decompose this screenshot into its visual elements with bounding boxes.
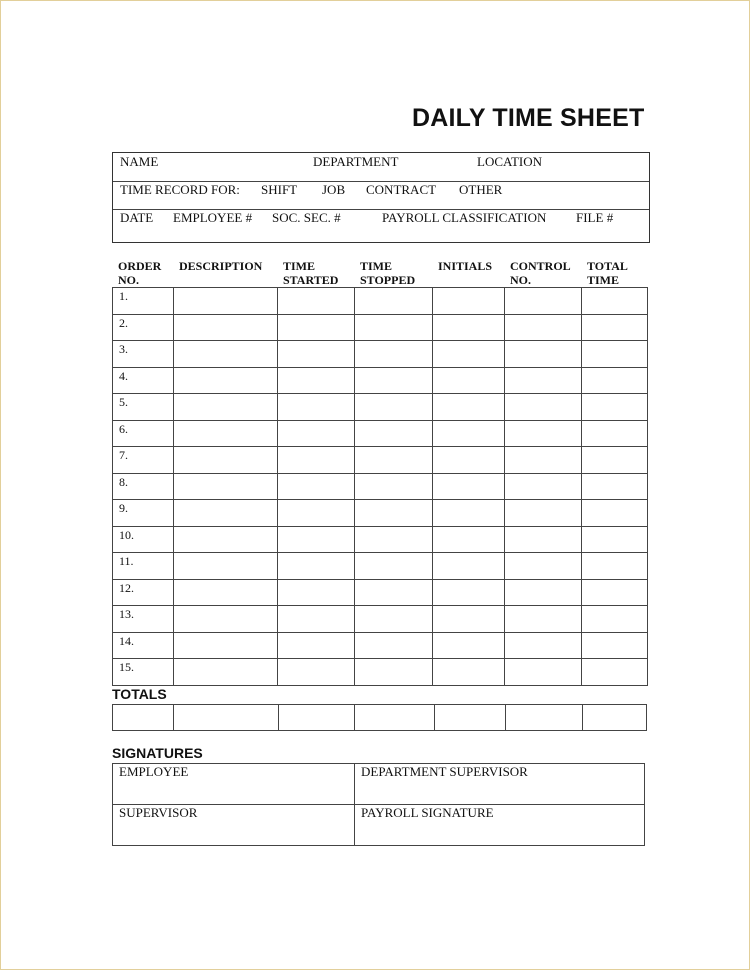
entry-cell[interactable] xyxy=(355,420,433,447)
row-number: 9. xyxy=(113,500,174,527)
entry-cell[interactable] xyxy=(355,341,433,368)
table-row xyxy=(113,579,648,606)
table-row xyxy=(113,367,648,394)
entry-cell[interactable] xyxy=(278,288,355,315)
entry-cell[interactable] xyxy=(278,420,355,447)
entry-cell[interactable] xyxy=(433,288,505,315)
entry-cell[interactable] xyxy=(174,553,278,580)
entry-cell[interactable] xyxy=(278,394,355,421)
entry-cell[interactable] xyxy=(582,394,648,421)
employee-number-label: EMPLOYEE # xyxy=(173,210,253,225)
table-row xyxy=(113,473,648,500)
table-row xyxy=(113,659,648,686)
signature-row xyxy=(113,764,645,805)
entry-cell[interactable] xyxy=(355,367,433,394)
entry-cell[interactable] xyxy=(505,367,582,394)
entry-cell[interactable] xyxy=(278,632,355,659)
entry-cell[interactable] xyxy=(505,579,582,606)
row-number: 11. xyxy=(113,553,174,580)
table-row xyxy=(113,526,648,553)
contract-label: CONTRACT xyxy=(366,182,437,197)
entry-cell[interactable] xyxy=(174,526,278,553)
info-row-date xyxy=(113,209,649,242)
entry-cell[interactable] xyxy=(433,447,505,474)
entry-cell[interactable] xyxy=(433,420,505,447)
entry-cell[interactable] xyxy=(174,606,278,633)
entry-cell[interactable] xyxy=(355,314,433,341)
entry-cell[interactable] xyxy=(278,553,355,580)
signature-row xyxy=(113,805,645,846)
entry-cell[interactable] xyxy=(278,659,355,686)
totals-cell[interactable] xyxy=(113,705,174,731)
entry-cell[interactable] xyxy=(174,579,278,606)
payroll-classification-label: PAYROLL CLASSIFICATION xyxy=(382,210,547,225)
entry-cell[interactable] xyxy=(505,473,582,500)
table-row xyxy=(113,394,648,421)
entry-cell[interactable] xyxy=(174,473,278,500)
entry-cell[interactable] xyxy=(278,473,355,500)
row-number: 13. xyxy=(113,606,174,633)
entry-cell[interactable] xyxy=(582,500,648,527)
entry-cell[interactable] xyxy=(355,473,433,500)
entry-cell[interactable] xyxy=(433,500,505,527)
other-label: OTHER xyxy=(459,182,503,197)
entry-cell[interactable] xyxy=(582,341,648,368)
employee-info-box xyxy=(112,152,650,243)
entry-cell[interactable] xyxy=(582,447,648,474)
totals-row xyxy=(113,705,647,731)
totals-cell[interactable] xyxy=(355,705,435,731)
signatures-heading: SIGNATURES xyxy=(112,745,203,761)
row-number: 10. xyxy=(113,526,174,553)
col-header-initials: INITIALS xyxy=(438,259,493,273)
table-row xyxy=(113,632,648,659)
entry-cell[interactable] xyxy=(355,606,433,633)
row-number: 12. xyxy=(113,579,174,606)
entry-cell[interactable] xyxy=(582,659,648,686)
totals-heading: TOTALS xyxy=(112,686,167,702)
row-number: 6. xyxy=(113,420,174,447)
entry-cell[interactable] xyxy=(433,314,505,341)
entry-cell[interactable] xyxy=(355,553,433,580)
table-row xyxy=(113,447,648,474)
entry-cell[interactable] xyxy=(278,579,355,606)
entry-cell[interactable] xyxy=(278,314,355,341)
entry-cell[interactable] xyxy=(278,526,355,553)
totals-cell[interactable] xyxy=(583,705,647,731)
entry-cell[interactable] xyxy=(433,473,505,500)
table-row xyxy=(113,341,648,368)
entry-cell[interactable] xyxy=(355,288,433,315)
entry-cell[interactable] xyxy=(433,553,505,580)
col-header-time-started: TIME STARTED xyxy=(283,259,339,287)
row-number: 1. xyxy=(113,288,174,315)
table-row xyxy=(113,314,648,341)
soc-sec-label: SOC. SEC. # xyxy=(272,210,341,225)
entry-cell[interactable] xyxy=(433,606,505,633)
department-supervisor-signature-field[interactable]: DEPARTMENT SUPERVISOR xyxy=(355,764,645,805)
date-label: DATE xyxy=(120,210,154,225)
entry-cell[interactable] xyxy=(505,553,582,580)
page-title: DAILY TIME SHEET xyxy=(412,104,645,132)
signatures-table xyxy=(112,763,645,846)
info-row-name xyxy=(113,153,649,182)
entry-cell[interactable] xyxy=(355,632,433,659)
row-number: 2. xyxy=(113,314,174,341)
entry-cell[interactable] xyxy=(433,579,505,606)
entry-cell[interactable] xyxy=(174,420,278,447)
entry-cell[interactable] xyxy=(278,341,355,368)
row-number: 5. xyxy=(113,394,174,421)
col-header-total-time: TOTAL TIME xyxy=(587,259,628,287)
job-label: JOB xyxy=(322,182,346,197)
row-number: 4. xyxy=(113,367,174,394)
entry-cell[interactable] xyxy=(505,341,582,368)
col-header-order-no: ORDER NO. xyxy=(118,259,162,287)
entry-cell[interactable] xyxy=(582,420,648,447)
entry-cell[interactable] xyxy=(174,394,278,421)
row-number: 8. xyxy=(113,473,174,500)
entry-cell[interactable] xyxy=(174,288,278,315)
table-row xyxy=(113,420,648,447)
entry-cell[interactable] xyxy=(355,659,433,686)
col-header-description: DESCRIPTION xyxy=(179,259,263,273)
entry-cell[interactable] xyxy=(433,341,505,368)
entry-cell[interactable] xyxy=(174,447,278,474)
totals-cell[interactable] xyxy=(506,705,583,731)
entry-cell[interactable] xyxy=(355,579,433,606)
table-row xyxy=(113,288,648,315)
shift-label: SHIFT xyxy=(261,182,298,197)
totals-cell[interactable] xyxy=(435,705,506,731)
entry-cell[interactable] xyxy=(505,659,582,686)
entry-cell[interactable] xyxy=(278,500,355,527)
entry-cell[interactable] xyxy=(174,659,278,686)
entry-cell[interactable] xyxy=(582,632,648,659)
entry-cell[interactable] xyxy=(505,447,582,474)
totals-table xyxy=(112,704,647,731)
payroll-signature-field[interactable]: PAYROLL SIGNATURE xyxy=(355,805,645,846)
entry-cell[interactable] xyxy=(174,367,278,394)
entry-cell[interactable] xyxy=(582,314,648,341)
entry-cell[interactable] xyxy=(505,500,582,527)
entry-cell[interactable] xyxy=(582,579,648,606)
entry-cell[interactable] xyxy=(174,314,278,341)
entry-cell[interactable] xyxy=(174,632,278,659)
entry-cell[interactable] xyxy=(505,394,582,421)
time-record-label: TIME RECORD FOR: xyxy=(120,182,240,197)
entry-cell[interactable] xyxy=(355,447,433,474)
entry-cell[interactable] xyxy=(278,447,355,474)
col-header-control-no: CONTROL NO. xyxy=(510,259,571,287)
entry-cell[interactable] xyxy=(278,606,355,633)
table-row xyxy=(113,553,648,580)
entry-cell[interactable] xyxy=(433,394,505,421)
row-number: 7. xyxy=(113,447,174,474)
info-row-time-record xyxy=(113,181,649,210)
entry-cell[interactable] xyxy=(433,659,505,686)
time-entry-table xyxy=(112,287,648,686)
entry-cell[interactable] xyxy=(582,553,648,580)
entry-cell[interactable] xyxy=(433,632,505,659)
name-label: NAME xyxy=(120,154,159,169)
supervisor-signature-field[interactable]: SUPERVISOR xyxy=(113,805,355,846)
col-header-time-stopped: TIME STOPPED xyxy=(360,259,416,287)
row-number: 15. xyxy=(113,659,174,686)
entry-cell[interactable] xyxy=(355,526,433,553)
totals-cell[interactable] xyxy=(279,705,355,731)
row-number: 14. xyxy=(113,632,174,659)
employee-signature-field[interactable]: EMPLOYEE xyxy=(113,764,355,805)
entry-cell[interactable] xyxy=(505,526,582,553)
entry-cell[interactable] xyxy=(582,606,648,633)
entry-cell[interactable] xyxy=(582,526,648,553)
entry-cell[interactable] xyxy=(174,500,278,527)
table-row xyxy=(113,606,648,633)
entry-cell[interactable] xyxy=(505,314,582,341)
entry-cell[interactable] xyxy=(433,526,505,553)
entry-cell[interactable] xyxy=(505,420,582,447)
entry-cell[interactable] xyxy=(582,473,648,500)
entry-cell[interactable] xyxy=(433,367,505,394)
totals-cell[interactable] xyxy=(174,705,279,731)
row-number: 3. xyxy=(113,341,174,368)
entry-cell[interactable] xyxy=(505,606,582,633)
entry-cell[interactable] xyxy=(174,341,278,368)
entry-cell[interactable] xyxy=(582,367,648,394)
table-row xyxy=(113,500,648,527)
entry-cell[interactable] xyxy=(355,500,433,527)
entry-cell[interactable] xyxy=(505,288,582,315)
entry-cell[interactable] xyxy=(278,367,355,394)
entry-cell[interactable] xyxy=(355,394,433,421)
department-label: DEPARTMENT xyxy=(313,154,399,169)
location-label: LOCATION xyxy=(477,154,542,169)
file-number-label: FILE # xyxy=(576,210,614,225)
entry-cell[interactable] xyxy=(582,288,648,315)
entry-cell[interactable] xyxy=(505,632,582,659)
